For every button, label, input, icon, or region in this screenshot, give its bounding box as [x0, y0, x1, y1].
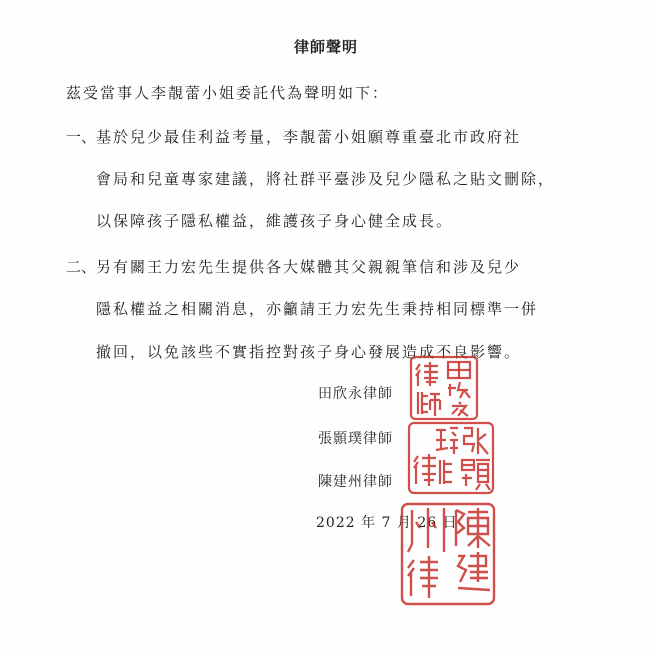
item-2-number: 二、 [66, 258, 97, 276]
item-2-line-2: 隱私權益之相關消息，亦籲請王力宏先生秉持相同標準一併 [96, 300, 539, 318]
item-2-line-1: 另有關王力宏先生提供各大媒體其父親親筆信和涉及兒少 [96, 258, 522, 276]
item-1-line-2: 會局和兒童專家建議，將社群平臺涉及兒少隱私之貼文刪除， [96, 170, 556, 188]
item-1-line-1: 基於兒少最佳利益考量，李靚蕾小姐願尊重臺北市政府社 [96, 128, 522, 146]
seal-stamp-3 [398, 500, 498, 608]
item-1-line-3: 以保障孩子隱私權益，維護孩子身心健全成長。 [96, 212, 454, 230]
seal-stamp-2 [406, 420, 496, 496]
signer-1: 田欣永律師 [318, 386, 393, 402]
intro-text: 茲受當事人李靚蕾小姐委託代為聲明如下： [66, 84, 390, 102]
document-title: 律師聲明 [293, 38, 358, 56]
seal-stamp-1 [408, 354, 480, 422]
signer-3: 陳建州律師 [318, 474, 393, 490]
document-date: 2022 年 7 月 26 日 [316, 515, 458, 531]
item-1-number: 一、 [66, 128, 97, 146]
item-2-line-3: 撤回，以免該些不實指控對孩子身心發展造成不良影響。 [96, 343, 522, 361]
signer-2: 張顥璞律師 [318, 431, 393, 447]
